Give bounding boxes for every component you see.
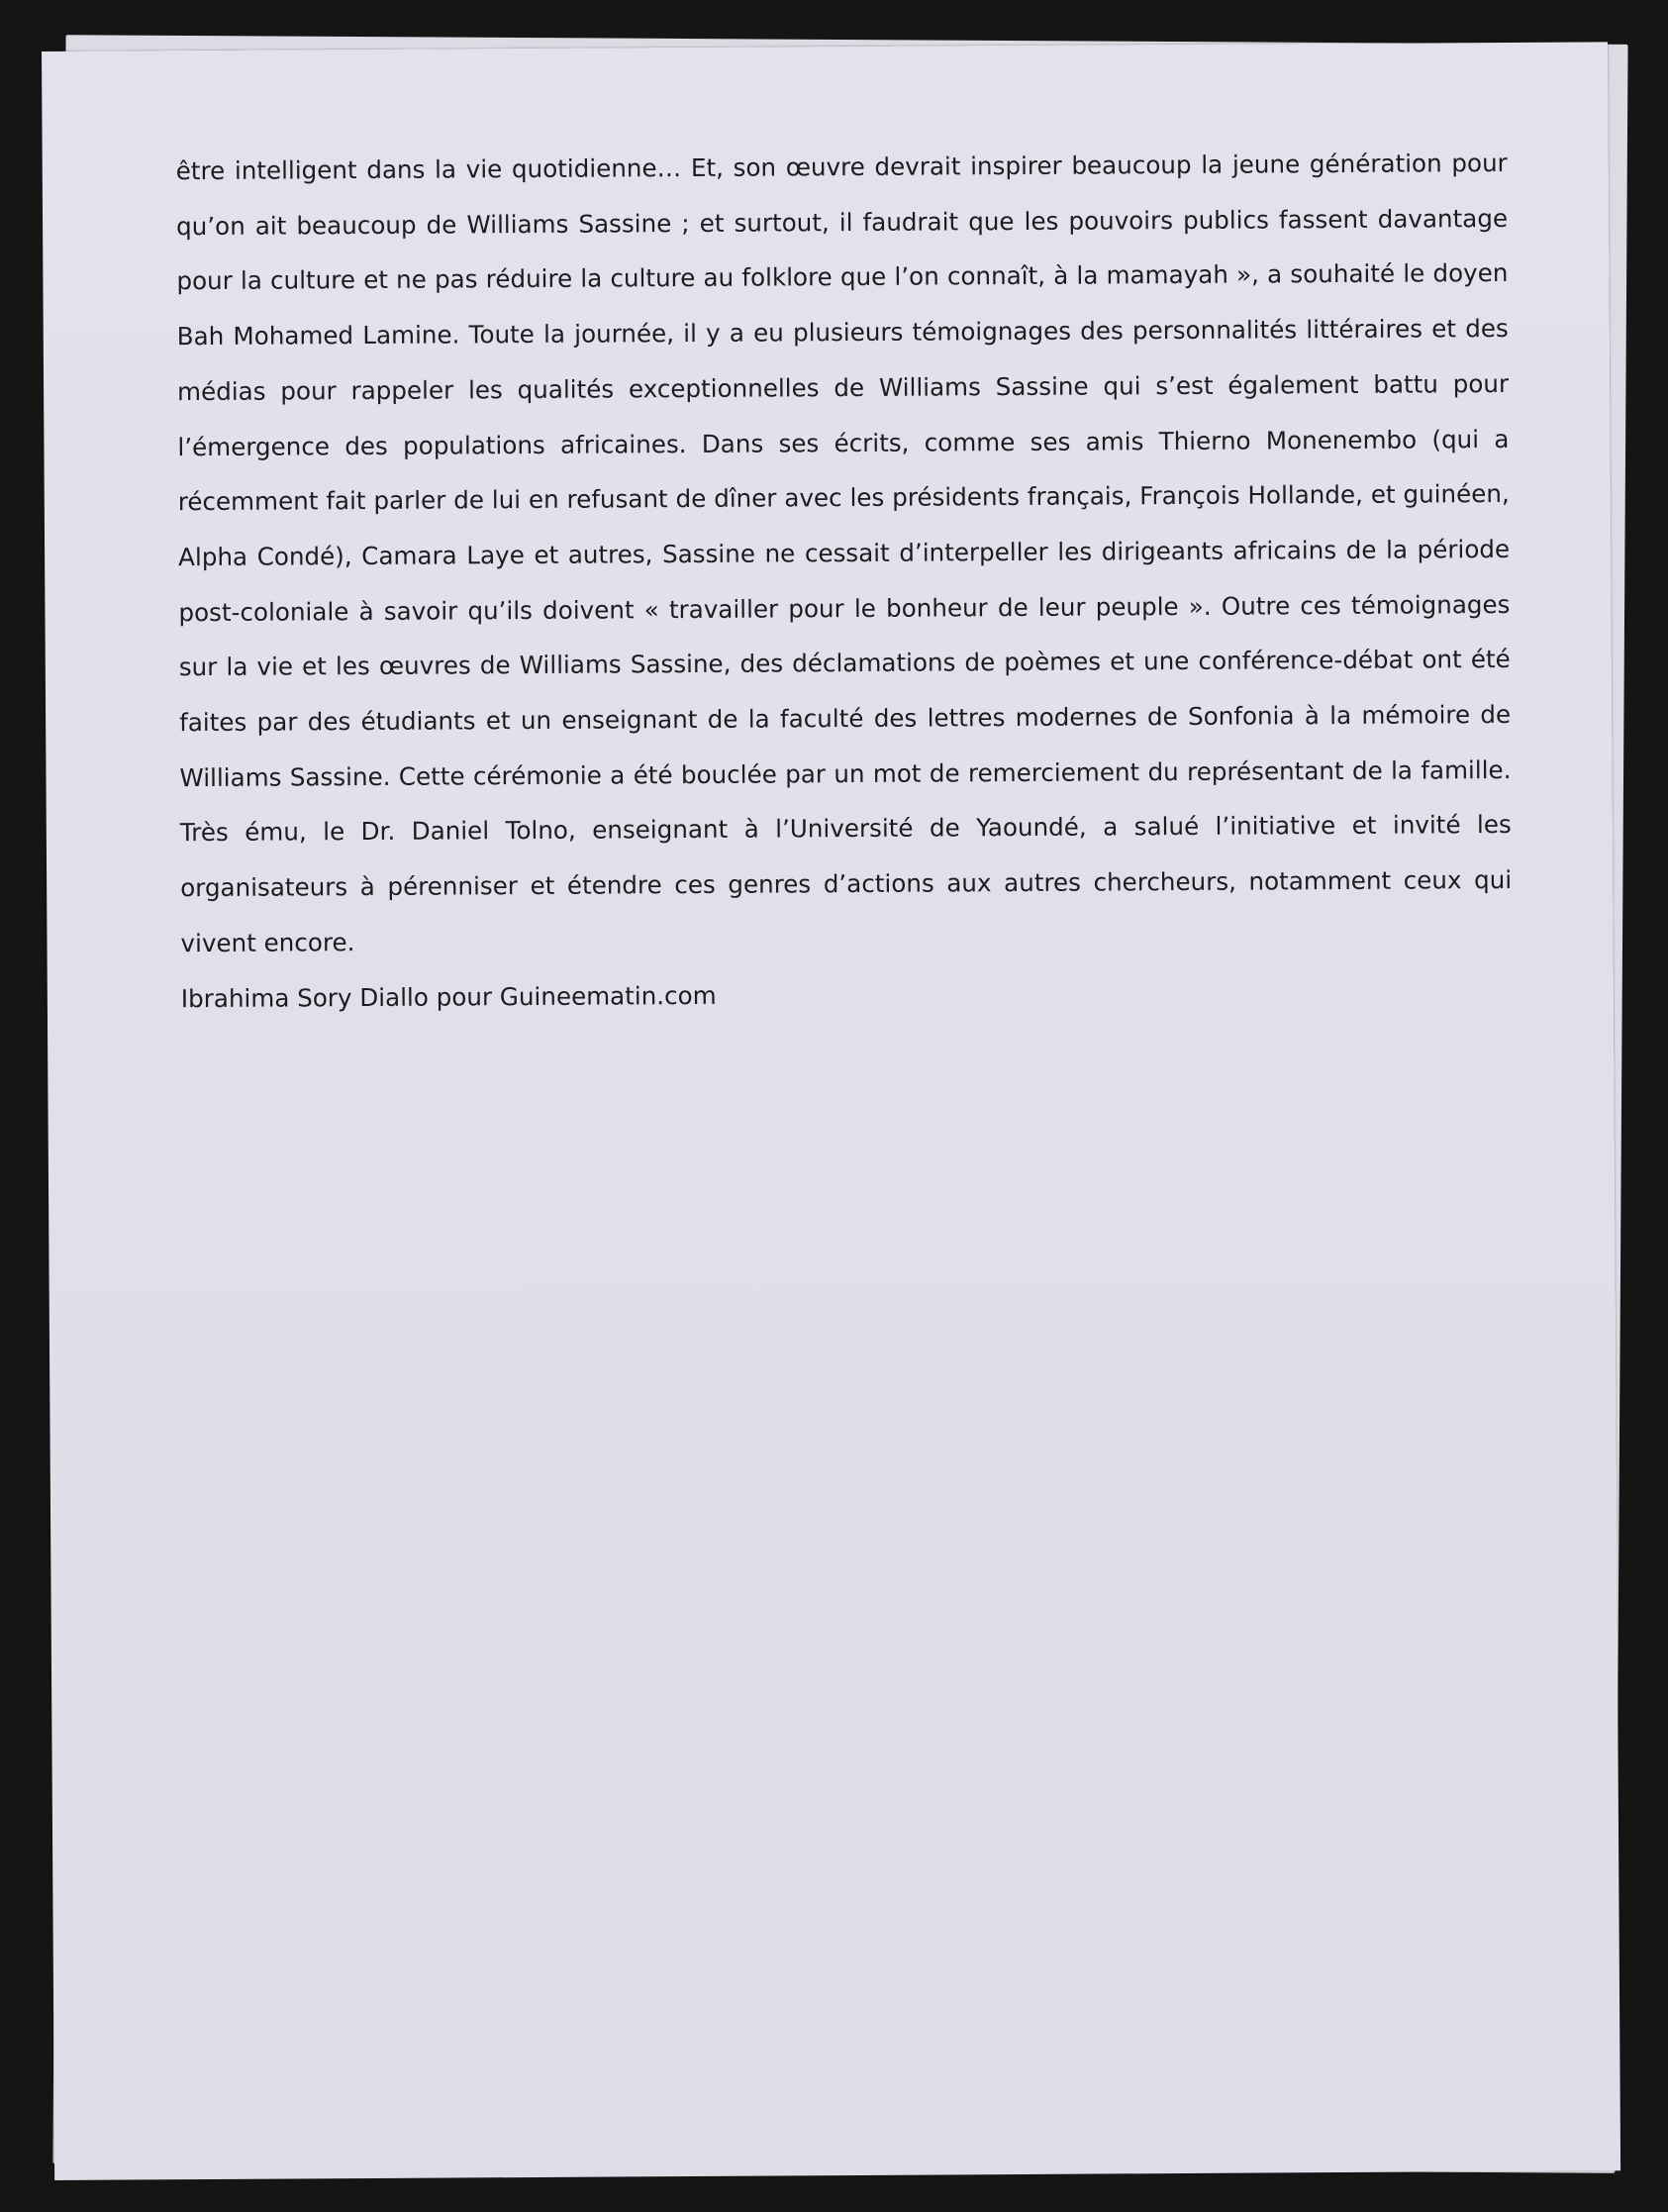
paper-page <box>42 42 1620 2180</box>
article-text <box>176 136 1513 1026</box>
article-paragraph: être intelligent dans la vie quotidienne… Et, son œuvre devrait inspirer beaucoup la jeune génération pour qu’on ait beaucoup de Williams Sassine ; et surtout, il faudrait que les pouvoirs publics fassent davantage pour la culture et ne pas réduire la culture au folklore que l’on connaît, à la mamayah », a souhaité le doyen Bah Mohamed Lamine. Toute la journée, il y a eu plusieurs témoignages des personnalités littéraires et des médias pour rappeler les qualités exceptionnelles de Williams Sassine qui s’est également battu pour l’émergence des populations africaines. Dans ses écrits, comme ses amis Thierno Monenembo (qui a récemment fait parler de lui en refusant de dîner avec les présidents français, François Hollande, et guinéen, Alpha Condé), Camara Laye et autres, Sassine ne cessait d’interpeller les dirigeants africains de la période post-coloniale à savoir qu’ils doivent « travailler pour le bonheur de leur peuple ». Outre ces témoignages sur la vie et les œuvres de Williams Sassine, des déclamations de poèmes et une conférence-débat ont été faites par des étudiants et un enseignant de la faculté des lettres modernes de Sonfonia à la mémoire de Williams Sassine. Cette cérémonie a été bouclée par un mot de remerciement du représentant de la famille. Très ému, le Dr. Daniel Tolno, enseignant à l’Université de Yaoundé, a salué l’initiative et invité les organisateurs à pérenniser et étendre ces genres d’actions aux autres chercheurs, notamment ceux qui vivent encore. <box>175 148 1513 958</box>
article-signature: Ibrahima Sory Diallo pour Guineematin.com <box>180 980 717 1013</box>
